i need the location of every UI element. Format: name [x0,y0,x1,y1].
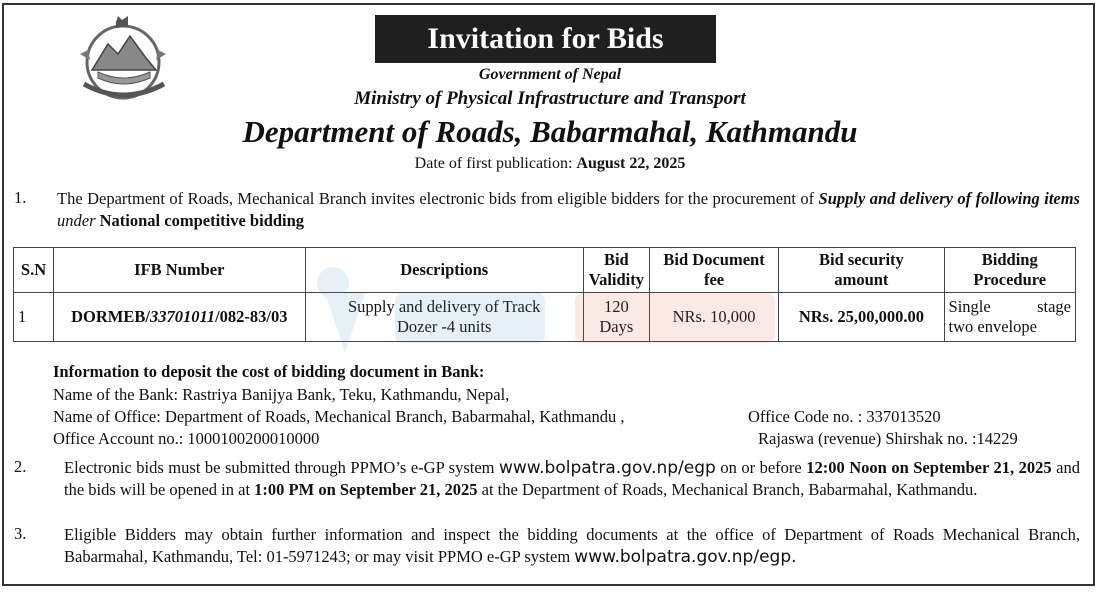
bank-name: Name of the Bank: Rastriya Banijya Bank, Teku, Kathmandu, Nepal, [53,385,510,404]
bids-table [13,247,1076,342]
office-account: Office Account no.: 1000100200010000 [53,429,320,448]
table-row [14,293,1076,342]
cell-procedure: Single stage two envelope [944,293,1075,342]
cell-fee: NRs. 10,000 [649,293,778,342]
para2-text: Electronic bids must be submitted through PPMO’s e-GP system www.bolpatra.gov.np/egp on or before 12:00 Noon on September 21, 2025 and the bids will be opened in at 1:00 PM on September 21, 2025 at the Department of Roads, Mechanical Branch, Babarmahal, Kathmandu. [64,458,1081,499]
egp-link-2[interactable]: www.bolpatra.gov.np/egp. [574,547,797,567]
rajaswa-no: Rajaswa (revenue) Shirshak no. :14229 [758,429,1018,448]
para1-text [57,188,1080,232]
office-name: Name of Office: Department of Roads, Mechanical Branch, Babarmahal, Kathmandu , [53,407,625,426]
date-label: Date of first publication: [414,155,573,172]
header-ifb: IFB Number [54,248,306,293]
para1-number: 1. [14,188,27,207]
header-desc: Descriptions [305,248,583,293]
page-title: Invitation for Bids [375,15,716,63]
cell-security: NRs. 25,00,000.00 [779,293,944,342]
date-value: August 22, 2025 [576,155,686,172]
header-validity: Bid Validity [583,248,649,293]
department-name: Department of Roads, Babarmahal, Kathmandu [242,114,858,149]
cell-ifb: DORMEB/33701011/082-83/03 [54,293,306,342]
cell-desc: Supply and delivery of Track Dozer -4 units [305,293,583,342]
office-code: Office Code no. : 337013520 [748,407,941,426]
para3-text: Eligible Bidders may obtain further information and inspect the bidding documents at the office of Department of Roads Mechanical Branch, Babarmahal, Kathmandu, Tel: 01-5971243; or may visit PPMO e-GP system www.bolpatra.gov.np/egp. [64,525,1080,567]
bank-info-heading: Information to deposit the cost of bidding document in Bank: [53,362,485,381]
para1-text-a: The Department of Roads, Mechanical Branch invites electronic bids from eligible bidders for the procurement of [57,189,819,208]
para1-text-b: Supply and delivery of following items [818,189,1080,208]
para2-number: 2. [14,457,27,476]
header-security: Bid security amount [779,248,944,293]
para1-text-c: under [57,211,100,230]
table-header-row [14,248,1076,293]
ministry-name: Ministry of Physical Infrastructure and Transport [354,88,746,109]
publication-date [0,155,1100,173]
egp-link[interactable]: www.bolpatra.gov.np/egp [499,458,716,478]
header-fee: Bid Document fee [649,248,778,293]
header-procedure: Bidding Procedure [944,248,1075,293]
header-sn: S.N [14,248,54,293]
government-name: Government of Nepal [478,66,622,83]
cell-sn: 1 [14,293,54,342]
cell-validity: 120 Days [583,293,649,342]
para1-text-d: National competitive bidding [99,211,305,230]
para3-number: 3. [14,524,27,543]
